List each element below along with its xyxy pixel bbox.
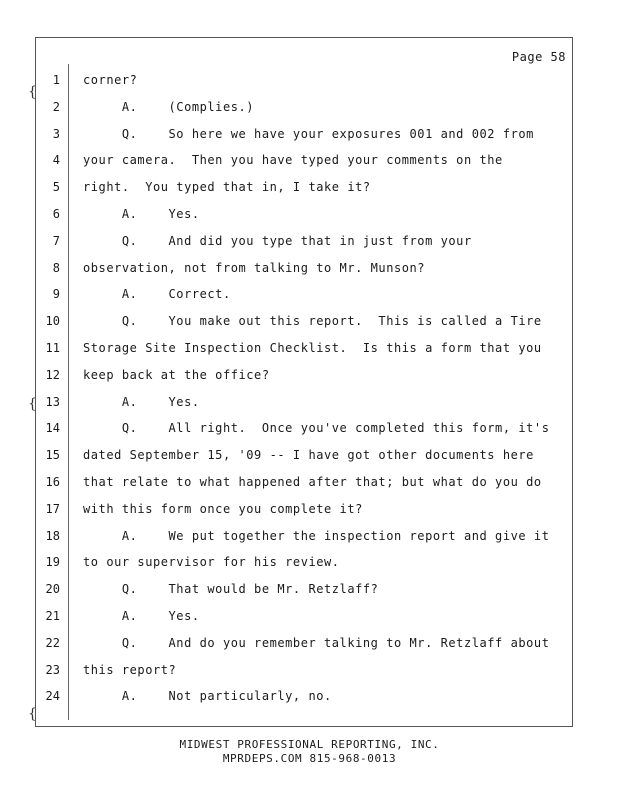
line-text: to our supervisor for his review.: [83, 555, 340, 570]
line-number: 2: [52, 99, 60, 114]
transcript-line: [0, 635, 619, 651]
transcript-line: [0, 72, 619, 88]
margin-bracket-mark: {: [28, 706, 37, 722]
transcript-line: [0, 688, 619, 704]
transcript-line: [0, 152, 619, 168]
line-text: A. Yes.: [83, 394, 200, 409]
line-text: Q. All right. Once you've completed this form, it's: [83, 421, 550, 436]
line-text: corner?: [83, 73, 138, 87]
transcript-line: [0, 554, 619, 570]
line-text: Q. You make out this report. This is called a Tire: [83, 314, 542, 329]
line-text: this report?: [83, 662, 177, 677]
line-text: your camera. Then you have typed your comments on the: [83, 153, 503, 168]
line-text: with this form once you complete it?: [83, 501, 363, 516]
line-number: 24: [45, 689, 60, 704]
line-number: 1: [52, 73, 60, 87]
transcript-line: [0, 608, 619, 624]
line-text: observation, not from talking to Mr. Munson?: [83, 260, 426, 275]
transcript-line: [0, 206, 619, 222]
transcript-line: [0, 260, 619, 276]
page-number: Page 58: [511, 50, 566, 64]
transcript-line: [0, 501, 619, 517]
line-text: keep back at the office?: [83, 367, 270, 382]
line-number: 6: [52, 207, 60, 221]
transcript-line: [0, 528, 619, 544]
line-text: A. (Complies.): [83, 99, 255, 114]
transcript-line: [0, 233, 619, 249]
line-number: 21: [45, 609, 60, 623]
line-text: Q. And did you type that in just from your: [83, 233, 472, 248]
transcript-line: [0, 340, 619, 356]
line-number: 23: [45, 662, 60, 677]
transcript-line: [0, 99, 619, 115]
line-number: 18: [45, 528, 60, 543]
line-number: 14: [45, 421, 60, 436]
line-text: A. Yes.: [83, 609, 200, 623]
transcript-line: [0, 367, 619, 383]
transcript-line: [0, 394, 619, 410]
line-number: 9: [52, 287, 60, 302]
line-text: right. You typed that in, I take it?: [83, 180, 371, 195]
line-number: 4: [52, 153, 60, 168]
line-text: A. We put together the inspection report and give it: [83, 528, 550, 543]
footer-contact: MPRDEPS.COM 815-968-0013: [222, 752, 397, 765]
transcript-line: [0, 420, 619, 436]
transcript-line: [0, 581, 619, 597]
line-text: that relate to what happened after that; but what do you do: [83, 475, 542, 489]
transcript-line: [0, 313, 619, 329]
line-number: 20: [45, 582, 60, 597]
margin-bracket-mark: {: [28, 84, 37, 100]
line-text: Q. And do you remember talking to Mr. Retzlaff about: [83, 635, 550, 650]
line-number: 22: [45, 635, 60, 650]
line-text: A. Correct.: [83, 287, 231, 302]
line-text: Q. That would be Mr. Retzlaff?: [83, 582, 379, 597]
footer-company: MIDWEST PROFESSIONAL REPORTING, INC.: [179, 738, 440, 751]
transcript-line: [0, 179, 619, 195]
line-number: 15: [45, 448, 60, 463]
line-number: 17: [45, 501, 60, 516]
line-text: A. Yes.: [83, 207, 200, 221]
line-text: A. Not particularly, no.: [83, 689, 332, 704]
transcript-line: [0, 447, 619, 463]
line-number: 19: [45, 555, 60, 570]
line-number: 10: [45, 314, 60, 329]
line-number: 5: [52, 180, 60, 195]
margin-bracket-mark: {: [28, 396, 37, 412]
line-number: 7: [52, 233, 60, 248]
line-text: Storage Site Inspection Checklist. Is this a form that you: [83, 341, 542, 355]
transcript-line: [0, 286, 619, 302]
line-number: 3: [52, 126, 60, 141]
line-number: 11: [45, 341, 60, 355]
line-number: 16: [45, 475, 60, 489]
line-number: 13: [45, 394, 60, 409]
transcript-line: [0, 126, 619, 142]
line-text: Q. So here we have your exposures 001 and 002 from: [83, 126, 534, 141]
transcript-line: [0, 474, 619, 490]
line-number: 8: [52, 260, 60, 275]
line-text: dated September 15, '09 -- I have got other documents here: [83, 448, 534, 463]
line-number: 12: [45, 367, 60, 382]
transcript-line: [0, 662, 619, 678]
